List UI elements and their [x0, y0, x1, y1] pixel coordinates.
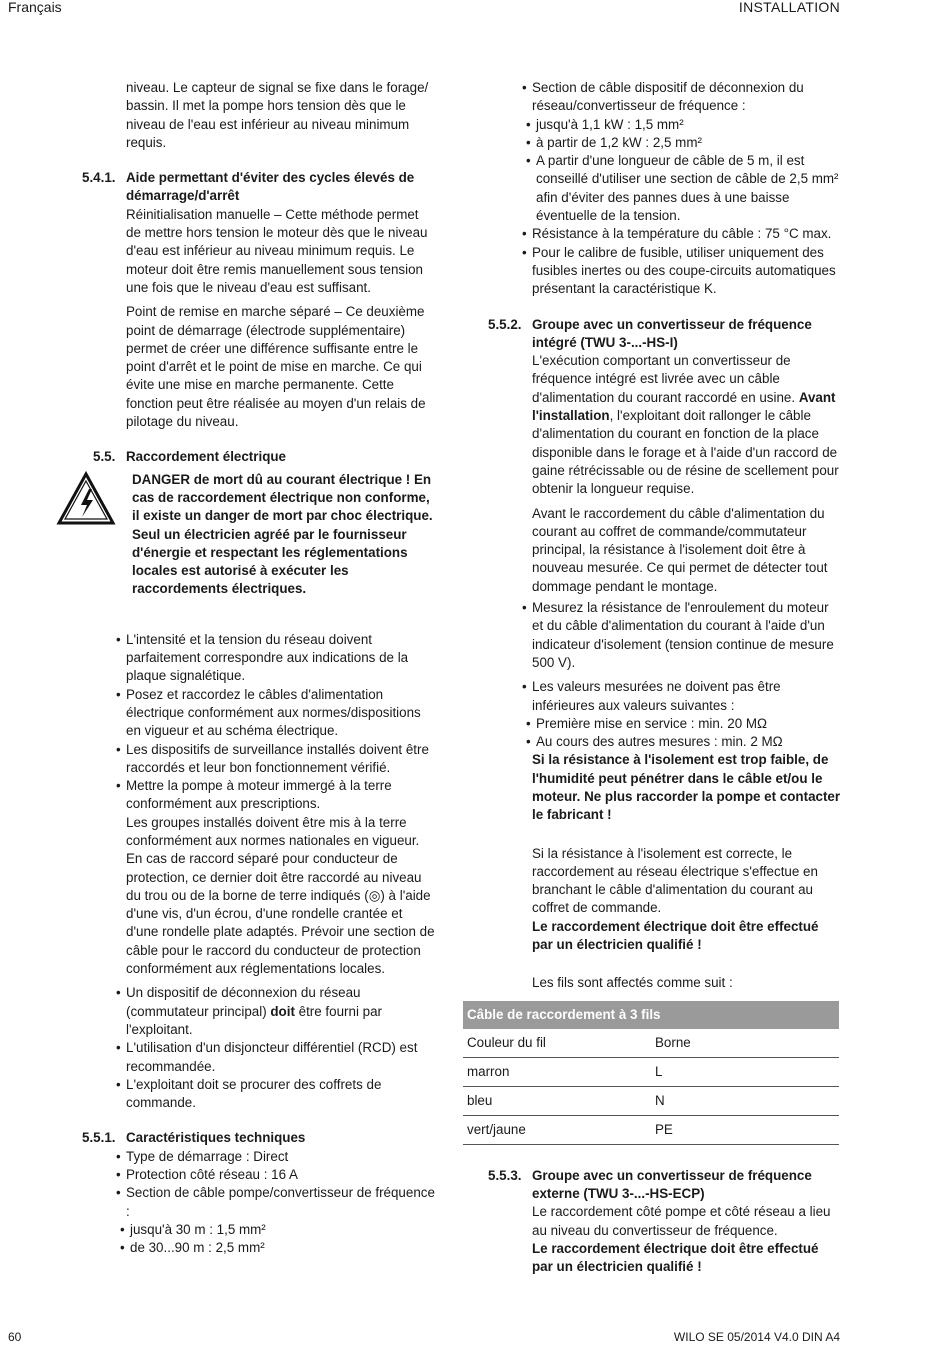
- section-5-5-3-heading: [488, 1167, 843, 1204]
- section-number: 5.5.: [93, 449, 116, 465]
- section-title: Groupe avec un convertisseur de fréquence externe (TWU 3-...-HS-ECP): [532, 1167, 812, 1201]
- list-item: • L'exploitant doit se procurer des coffrets de commande.: [116, 1076, 437, 1113]
- table-row: [463, 1086, 839, 1115]
- section-5-5-heading: [82, 448, 437, 466]
- section-5-5-1-heading: [82, 1129, 437, 1147]
- header-language: Français: [8, 0, 62, 15]
- list-item: • Au cours des autres mesures : min. 2 MΩ: [526, 733, 843, 751]
- document-reference: WILO SE 05/2014 V4.0 DIN A4: [673, 1329, 840, 1344]
- list-item: • jusqu'à 30 m : 1,5 mm²: [120, 1221, 437, 1239]
- section-number: 5.4.1.: [82, 170, 116, 186]
- list-item: • Protection côté réseau : 16 A: [116, 1166, 437, 1184]
- list-item: • A partir d'une longueur de câble de 5 m, il est conseillé d'utiliser une section de câble de 2,5 mm² afin d'éviter des pannes dues à une baisse éventuelle de la tension.: [526, 152, 843, 225]
- intro-text: niveau. Le capteur de signal se fixe dans le forage/ bassin. Il met la pompe hors tension dès que le niveau de l'eau est inférieur au niveau minimum requis.: [126, 80, 429, 150]
- section-number: 5.5.3.: [488, 1167, 522, 1183]
- table-cell: L: [651, 1057, 839, 1086]
- moisture-warning: Si la résistance à l'isolement est trop faible, de l'humidité peut pénétrer dans le câble et/ou le moteur. Ne plus raccorder la pompe et contacter le fabricant !: [532, 752, 841, 823]
- section-title: Raccordement électrique: [126, 449, 287, 465]
- list-item: [522, 79, 843, 225]
- list-item: [116, 1184, 437, 1257]
- table-cell: vert/jaune: [463, 1115, 651, 1144]
- table-cell: bleu: [463, 1086, 651, 1115]
- table-row: [463, 1115, 839, 1144]
- list-item: • de 30...90 m : 2,5 mm²: [120, 1239, 437, 1257]
- ground-symbol-icon: ◎: [368, 887, 381, 903]
- list-item: • Première mise en service : min. 20 MΩ: [526, 715, 843, 733]
- wire-table: [463, 1001, 839, 1145]
- list-item: • Les dispositifs de surveillance installés doivent être raccordés et leur bon fonctionnement vérifié.: [116, 741, 437, 778]
- measurement-list: [488, 599, 843, 751]
- list-item: [116, 984, 437, 1039]
- qualified-electrician-note: Le raccordement électrique doit être effectué par un électricien qualifié !: [532, 918, 819, 953]
- section-number: 5.5.1.: [82, 1130, 116, 1146]
- disconnect-text-end: être fourni par l'exploitant.: [126, 1003, 383, 1037]
- list-item: [116, 777, 437, 978]
- cable-section-text: Section de câble dispositif de déconnexion du réseau/convertisseur de fréquence :: [532, 80, 804, 114]
- manual-reset-text: Réinitialisation manuelle – Cette méthode permet de mettre hors tension le moteur dès que le niveau d'eau est inférieur au niveau minimum requis. Le moteur doit être remis manuellement sous tension une fois que le niveau d'eau est suffisant.: [126, 206, 428, 295]
- list-item: • Mesurez la résistance de l'enroulement du moteur et du câble d'alimentation du courant à l'aide d'un indicateur d'isolement (tension continue de mesure 500 V).: [522, 599, 843, 672]
- list-item: • jusqu'à 1,1 kW : 1,5 mm²: [526, 116, 843, 134]
- page-number: 60: [8, 1329, 22, 1344]
- insulation-text: Avant le raccordement du câble d'alimentation du courant au coffret de commande/commutateur principal, la résistance à l'isolement doit être à nouveau mesurée. Ce qui permet de détecter tout dommage pendant le montage.: [532, 505, 828, 594]
- tech-specs-list: [82, 1148, 437, 1258]
- table-title: Câble de raccordement à 3 fils: [463, 1001, 839, 1029]
- table-cell: N: [651, 1086, 839, 1115]
- electric-warning-icon: [56, 471, 128, 599]
- list-item: • à partir de 1,2 kW : 2,5 mm²: [526, 134, 843, 152]
- text-part: L'exécution comportant un convertisseur de fréquence intégré est livrée avec un câble d'alimentation du courant raccordé en usine.: [532, 353, 799, 405]
- right-column: [467, 79, 843, 1276]
- table-header: Couleur du fil: [463, 1029, 651, 1058]
- external-converter-text: Le raccordement côté pompe et côté réseau a lieu au niveau du convertisseur de fréquence.: [532, 1204, 831, 1238]
- min-values-sublist: [526, 715, 843, 752]
- requirements-list: [82, 631, 437, 1113]
- section-title: Aide permettant d'éviter des cycles élevés de démarrage/d'arrêt: [126, 170, 415, 204]
- integrated-converter-text: [488, 352, 843, 498]
- section-title: Caractéristiques techniques: [126, 1130, 306, 1146]
- table-header-row: [463, 1029, 839, 1058]
- grounding-detail-b: ) à l'aide d'une vis, d'un écrou, d'une rondelle crantée et d'une rondelle plate adaptés. Prévoir une section de câble pour le raccord du conducteur de protection conformément aux réglementations locales.: [126, 887, 435, 977]
- list-item: • L'intensité et la tension du réseau doivent parfaitement correspondre aux indications de la plaque signalétique.: [116, 631, 437, 686]
- list-item: • Type de démarrage : Direct: [116, 1148, 437, 1166]
- disconnect-bold: doit: [270, 1003, 295, 1019]
- left-column: [82, 79, 437, 1258]
- table-row: [463, 1057, 839, 1086]
- section-title: Groupe avec un convertisseur de fréquence intégré (TWU 3-...-HS-I): [532, 316, 812, 350]
- danger-notice: [82, 471, 437, 599]
- list-item: • Résistance à la température du câble : 75 °C max.: [522, 225, 843, 243]
- grounding-text: Mettre la pompe à moteur immergé à la terre conformément aux prescriptions.: [126, 778, 392, 812]
- table-cell: PE: [651, 1115, 839, 1144]
- wire-assignment-intro: Les fils sont affectés comme suit :: [532, 975, 733, 991]
- cable-section-sublist: [526, 116, 843, 226]
- danger-text: DANGER de mort dû au courant électrique ! En cas de raccordement électrique non conforme, il existe un danger de mort par choc électrique. Seul un électricien agréé par le fournisseur d'énergie et respectant les réglementations locales est autorisé à exécuter les raccordements électriques.: [132, 471, 433, 597]
- cable-specs-list: [488, 79, 843, 299]
- list-item: • Posez et raccordez le câbles d'alimentation électrique conformément aux normes/dispositions en vigueur et au schéma électrique.: [116, 686, 437, 741]
- text-bold: Avant l'installation: [532, 389, 836, 424]
- table-header: Borne: [651, 1029, 839, 1058]
- grounding-detail-a: Les groupes installés doivent être mis à la terre conformément aux normes nationales en vigueur. En cas de raccord séparé pour conducteur de protection, ce dernier doit être raccordé au niveau du trou ou de la borne de terre indiqués (: [126, 814, 422, 903]
- list-item: • L'utilisation d'un disjoncteur différentiel (RCD) est recommandée.: [116, 1039, 437, 1076]
- section-number: 5.5.2.: [488, 316, 522, 332]
- list-item: [522, 678, 843, 751]
- restart-point-text: Point de remise en marche séparé – Ce deuxième point de démarrage (électrode supplémentaire) permet de créer une différence suffisante entre le point d'arrêt et le point de mise en marche. Ce qui évite une mise en marche permanente. Cette fonction peut être réalisée au moyen d'un relais de pilotage du niveau.: [126, 304, 426, 430]
- connection-text: Si la résistance à l'isolement est correcte, le raccordement au réseau électrique s'effectue en branchant le câble d'alimentation du courant au coffret de commande.: [532, 845, 818, 916]
- qualified-electrician-note: Le raccordement électrique doit être effectué par un électricien qualifié !: [532, 1240, 819, 1275]
- cable-section-text: Section de câble pompe/convertisseur de fréquence :: [126, 1185, 435, 1219]
- section-5-5-2-heading: [488, 316, 843, 353]
- cable-section-sublist: [120, 1221, 437, 1258]
- min-values-text: Les valeurs mesurées ne doivent pas être inférieures aux valeurs suivantes :: [532, 679, 781, 713]
- text-part: , l'exploitant doit rallonger le câble d'alimentation du courant en fonction de la place disponible dans le forage et à l'aide d'un raccord de gaine rétrécissable ou de résine de scellement pour obtenir la longueur requise.: [532, 408, 839, 497]
- header-section: INSTALLATION: [738, 0, 840, 15]
- section-5-4-1-heading: [82, 169, 437, 206]
- list-item: • Pour le calibre de fusible, utiliser uniquement des fusibles inertes ou des coupe-circuits automatiques présentant la caractéristique K.: [522, 244, 843, 299]
- table-cell: marron: [463, 1057, 651, 1086]
- disconnect-text: Un dispositif de déconnexion du réseau (commutateur principal): [126, 985, 361, 1019]
